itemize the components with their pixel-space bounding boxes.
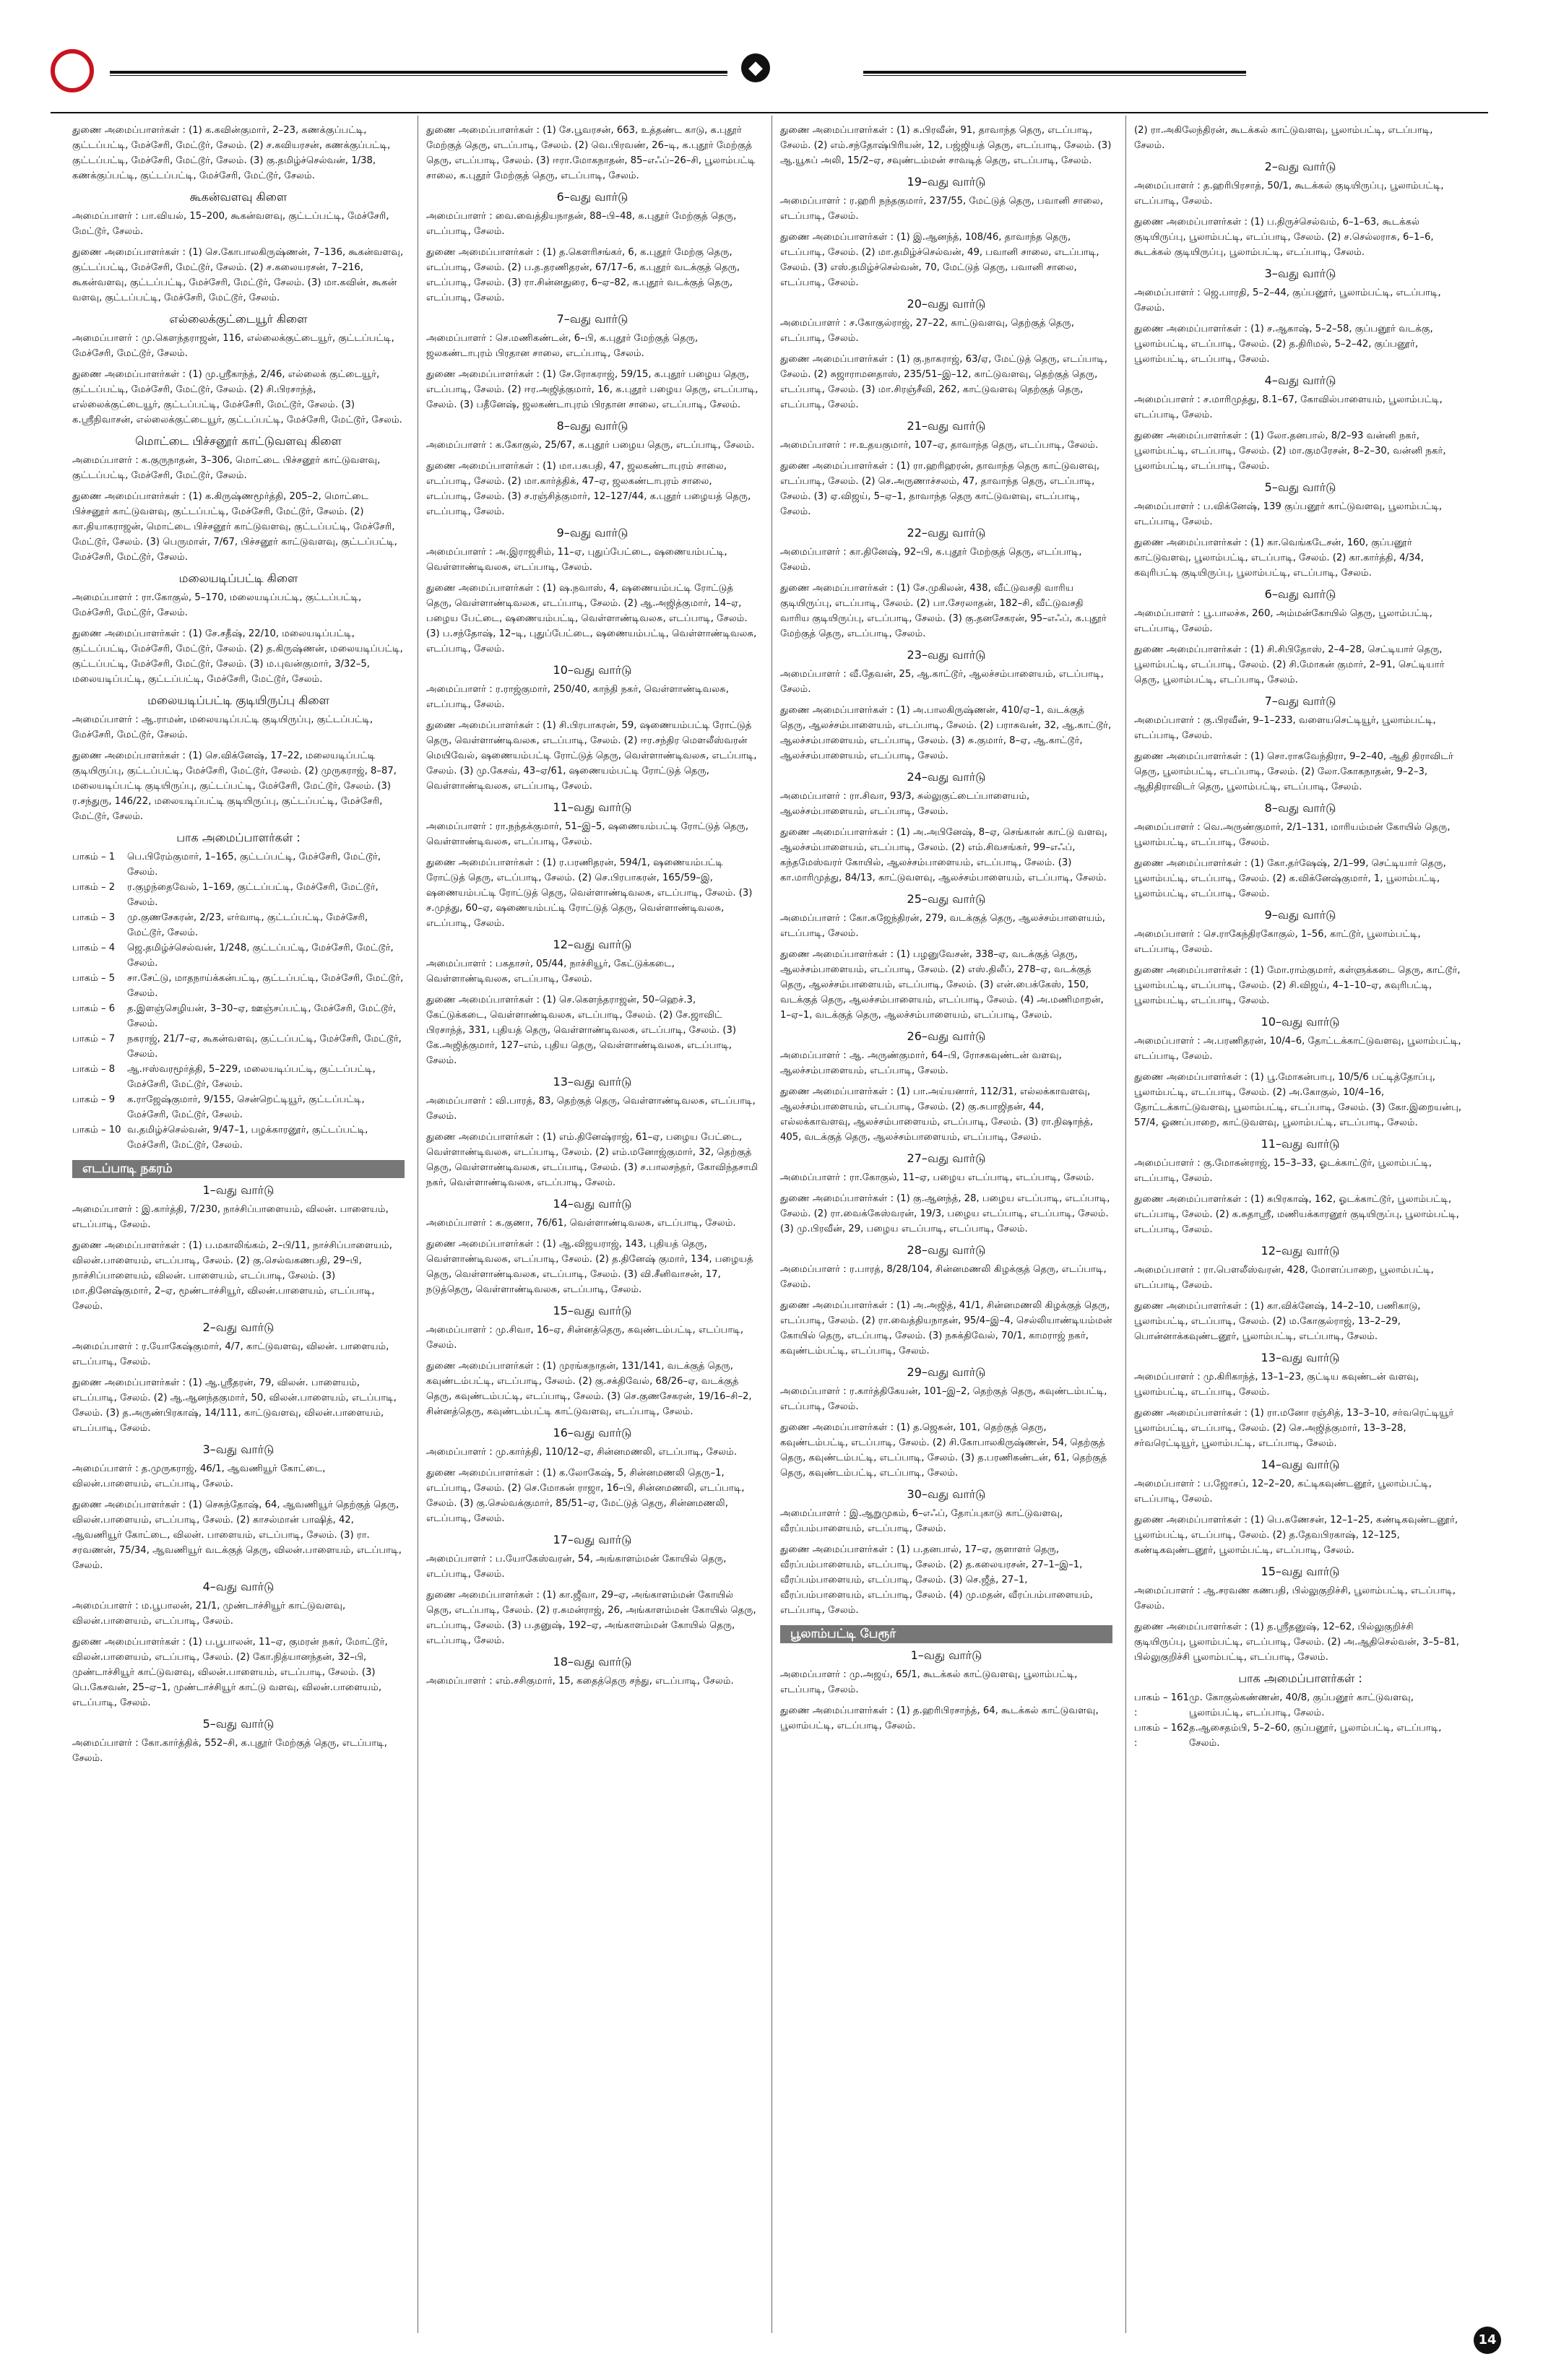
ward-heading: 22–வது வார்டு xyxy=(907,526,986,540)
entry-paragraph: துணை அமைப்பாளர்கள் : (1) அ.அபினேஷ், 8–ஏ, செங்கான் காட்டு வளவு, ஆலச்சம்பாளையம், எடப்பாடி, சேலம். (2) எம்.சிவசங்கர், 99–எஃப், கந்தமேஸ்வரர் கோயில், ஆலச்சம்பாளையம், எடப்பாடி, சேலம். (3) கா.மாரிமுத்து, 84/13, காட்டுவளவு, ஆலச்சம்பாளையம், எடப்பாடி, சேலம். xyxy=(780,827,1107,883)
entry-paragraph: துணை அமைப்பாளர்கள் : (1) பெ.கணேசன், 12–1–25, கண்டிகவுண்டனூர், பூலாம்பட்டி, எடப்பாடி, சேலம். (2) த.தேவபிரகாஷ், 12–125, கண்டிகவுண்டனூர், பூலாம்பட்டி, எடப்பாடி, சேலம். xyxy=(1134,1515,1458,1556)
entry-paragraph: அமைப்பாளர் : பூ.பாலச்சு, 260, அம்மன்கோயில் தெரு, பூலாம்பட்டி, எடப்பாடி, சேலம். xyxy=(1134,608,1432,634)
booth-label: பாகம் – 5 xyxy=(72,973,116,984)
entry-paragraph: துணை அமைப்பாளர்கள் : (1) க.லோகேஷ், 5, சின்னமணலி தெரு–1, எடப்பாடி, சேலம். (2) செ.மோகன் ராஜா, 16–பி, சின்னமணலி, எடப்பாடி, சேலம். (3) கு.செல்வக்குமார், 85/51–ஏ, மேட்டுத் தெரு, சின்னமணலி, எடப்பாடி, சேலம். xyxy=(426,1468,745,1524)
ward-heading: 23–வது வார்டு xyxy=(907,648,986,662)
booth-row xyxy=(72,910,405,940)
ward-heading: 9–வது வார்டு xyxy=(1264,908,1336,922)
ward-heading: 21–வது வார்டு xyxy=(907,419,986,433)
entry-paragraph: அமைப்பாளர் : மு.சிவா, 16–ஏ, சின்னத்தெரு, கவுண்டம்பட்டி, எடப்பாடி, சேலம். xyxy=(426,1325,744,1351)
ward-heading: 4–வது வார்டு xyxy=(202,1580,275,1593)
booth-row xyxy=(72,1092,405,1122)
entry-paragraph: அமைப்பாளர் : ர.கார்த்திகேயன், 101–இ–2, தெற்குத் தெரு, கவுண்டம்பட்டி, எடப்பாடி, சேலம். xyxy=(780,1386,1107,1412)
entry-paragraph: துணை அமைப்பாளர்கள் : (1) சே.சதீஷ், 22/10, மலையடிப்பட்டி, குட்டப்பட்டி, மேச்சேரி, மேட்டூர், சேலம். (2) த.கிருஷ்ணன், மலையடிப்பட்டி, குட்டப்பட்டி, மேச்சேரி, மேட்டூர், சேலம். (3) ம.புவன்குமார், 3/32–5, மலையடிப்பட்டி, குட்டப்பட்டி, மேச்சேரி, மேட்டூர், சேலம். xyxy=(72,628,403,685)
entry-paragraph: அமைப்பாளர் : ப.விக்னேஷ், 139 குப்பனூர் காட்டுவளவு, பூலாம்பட்டி, எடப்பாடி, சேலம். xyxy=(1134,501,1443,527)
entry-paragraph: அமைப்பாளர் : வை.வைத்தியநாதன், 88–பி–48, க.புதூர் மேற்குத் தெரு, எடப்பாடி, சேலம். xyxy=(426,211,737,237)
ward-heading: 17–வது வார்டு xyxy=(553,1533,632,1546)
header-rule-right xyxy=(863,71,1246,76)
entry-paragraph: அமைப்பாளர் : ர.ஹரி நந்தகுமார், 237/55, மேட்டுத் தெரு, பவானி சாலை, எடப்பாடி, சேலம். xyxy=(780,196,1104,222)
column-2 xyxy=(426,123,758,2333)
entry-paragraph: துணை அமைப்பாளர்கள் : (1) ப.பூபாலன், 11–ஏ, குமரன் நகர், மோட்டூர், விலன்.பாளையம், எடப்பாடி, சேலம். (2) கோ.நித்யானந்தன், 32–பி, முண்டாச்சியூர் காட்டுவளவு, விலன்.பாளையம், எடப்பாடி, சேலம். (3) பெ.கேசவன், 25–ஏ–1, முண்டாச்சியூர் காட்டு வளவு, விலன்.பாளையம், எடப்பாடி, சேலம். xyxy=(72,1637,388,1708)
entry-paragraph: அமைப்பாளர் : வெ.அருண்குமார், 2/1–131, மாரியம்மன் கோயில் தெரு, பூலாம்பட்டி, எடப்பாடி, சேலம். xyxy=(1134,822,1451,848)
entry-paragraph: துணை அமைப்பாளர்கள் : (1) கு.ஆனந்த், 28, பழைய எடப்பாடி, எடப்பாடி, சேலம். (2) ரா.வைக்கேஸ்வரன், 19/3, பழைய எடப்பாடி, எடப்பாடி, சேலம். (3) மு.பிரவீன், 29, பழைய எடப்பாடி, எடப்பாடி, சேலம். xyxy=(780,1193,1110,1234)
entry-paragraph: அமைப்பாளர் : அ.இராஜசிம், 11–ஏ, புதுப்பேட்டை, ஷணையம்பட்டி, வெள்ளாண்டிவலசு, எடப்பாடி, சேலம். xyxy=(426,547,727,573)
entry-paragraph: அமைப்பாளர் : மு.கார்த்தி, 110/12–ஏ, சின்னமணலி, எடப்பாடி, சேலம். xyxy=(426,1447,738,1458)
entry-paragraph: துணை அமைப்பாளர்கள் : (1) எம்.தினேஷ்ராஜ், 61–ஏ, பழைய பேட்டை, வெள்ளாண்டிவலசு, எடப்பாடி, சேலம். (2) எம்.மனோஜ்குமார், 32, தெற்குத் தெரு, வெள்ளாண்டிவலசு, எடப்பாடி, சேலம். (3) ச.பாலசந்தர், கோவிந்தசாமி நகர், வெள்ளாண்டிவலசு, எடப்பாடி, சேலம். xyxy=(426,1132,758,1188)
section-band: எடப்பாடி நகரம் xyxy=(72,1160,405,1178)
entry-paragraph: (2) ரா.அகிலேந்திரன், கூடக்கல் காட்டுவளவு, பூலாம்பட்டி, எடப்பாடி, சேலம். xyxy=(1134,125,1433,151)
entry-paragraph: துணை அமைப்பாளர்கள் : (1) பா.அய்யனார், 112/31, எல்லக்காவளவு, ஆலச்சம்பாளையம், எடப்பாடி, சேலம். (2) கு.சுபாஜிதன், 44, எல்லக்காவளவு, ஆலச்சம்பாளையம், எடப்பாடி, சேலம். (3) ரா.நிஷாந்த், 405, வடக்குத் தெரு, ஆலச்சம்பாளையம், எடப்பாடி, சேலம். xyxy=(780,1086,1094,1143)
booth-row xyxy=(72,1031,405,1062)
entry-paragraph: அமைப்பாளர் : கோ.கார்த்திக், 552–சி, க.புதூர் மேற்குத் தெரு, எடப்பாடி, சேலம். xyxy=(72,1738,387,1764)
booth-label: பாகம் – 10 xyxy=(72,1125,121,1135)
entry-paragraph: துணை அமைப்பாளர்கள் : (1) அ.அஜித், 41/1, சின்னமணலி கிழக்குத் தெரு, எடப்பாடி, சேலம். (2) ரா.வைத்தியநாதன், 95/4–இ–4, செல்லியாண்டியம்மன் கோயில் தெரு, எடப்பாடி, சேலம். (3) நசுக்திவேல், 70/1, காமராஜ் நகர், கவுண்டம்பட்டி, எடப்பாடி, சேலம். xyxy=(780,1300,1112,1356)
page-number: 14 xyxy=(1474,2327,1501,2354)
booth-row xyxy=(72,1122,405,1153)
ward-heading: 13–வது வார்டு xyxy=(553,1075,632,1089)
entry-paragraph: துணை அமைப்பாளர்கள் : (1) ரா.மனோ ரஞ்சித், 13–3–10, சர்வரெட்டியூர் பூலாம்பட்டி, எடப்பாடி, சேலம். (2) செ.அஜித்குமார், 13–3–28, சர்வரெட்டியூர், பூலாம்பட்டி, எடப்பாடி, சேலம். xyxy=(1134,1408,1454,1449)
booth-value: மு. கோகுல்கண்ணன், 40/8, குப்பனூர் காட்டுவளவு, பூலாம்பட்டி, எடப்பாடி, சேலம். xyxy=(1189,1692,1414,1718)
ward-heading: 7–வது வார்டு xyxy=(556,312,628,326)
entry-paragraph: அமைப்பாளர் : கு.மோகன்ராஜ், 15–3–33, ஓடக்காட்டூர், பூலாம்பட்டி, எடப்பாடி, சேலம். xyxy=(1134,1158,1432,1184)
ward-heading: 26–வது வார்டு xyxy=(907,1029,986,1043)
entry-paragraph: அமைப்பாளர் : ஜெ.பாரதி, 5–2–44, குப்பனூர், பூலாம்பட்டி, எடப்பாடி, சேலம். xyxy=(1134,287,1441,313)
booth-value: ஆ.ஈஸ்வரமூர்த்தி, 5–229, மலையடிப்பட்டி, குட்டப்பட்டி, மேச்சேரி, மேட்டூர், சேலம். xyxy=(127,1064,376,1090)
ward-heading: மலையடிப்பட்டி குடியிருப்பு கிளை xyxy=(147,693,329,707)
ward-heading: 3–வது வார்டு xyxy=(1264,267,1336,280)
ward-heading: 10–வது வார்டு xyxy=(1261,1015,1340,1029)
booth-row xyxy=(72,940,405,971)
entry-paragraph: அமைப்பாளர் : ம.பூபாலன், 21/1, முண்டாச்சியூர் காட்டுவளவு, விலன்.பாளையம், எடப்பாடி, சேலம். xyxy=(72,1601,346,1627)
entry-paragraph: அமைப்பாளர் : கா.தினேஷ், 92–பி, க.புதூர் மேற்குத் தெரு, எடப்பாடி, சேலம். xyxy=(780,547,1082,573)
entry-paragraph: அமைப்பாளர் : ச.கோகுல்ராஜ், 27–22, காட்டுவளவு, தெற்குத் தெரு, எடப்பாடி, சேலம். xyxy=(780,318,1074,344)
entry-paragraph: அமைப்பாளர் : ப.ஜோசப், 12–2–20, கட்டிகவுண்டனூர், பூலாம்பட்டி, எடப்பாடி, சேலம். xyxy=(1134,1479,1432,1505)
entry-paragraph: துணை அமைப்பாளர்கள் : (1) செ.கௌந்தராஜன், 50–ஹெச்.3, கேட்டுக்கடை, வெள்ளாண்டிவலசு, எடப்பாடி, சேலம். (2) சே.ஜாவிட் பிரசாந்த், 331, புதியத் தெரு, வெள்ளாண்டிவலசு, எடப்பாடி, சேலம். (3) கே.அஜித்குமார், 127–எம், புதிய தெரு, வெள்ளாண்டிவலசு, எடப்பாடி, சேலம். xyxy=(426,995,737,1066)
entry-paragraph: அமைப்பாளர் : க.கோகுல், 25/67, க.புதூர் பழைய தெரு, எடப்பாடி, சேலம். xyxy=(426,440,755,451)
entry-paragraph: துணை அமைப்பாளர்கள் : (1) ப.மகாலிங்கம், 2–பி/11, நாச்சிப்பாளையம், விலன்.பாளையம், எடப்பாடி, சேலம். (2) கு.செல்வகணபதி, 29–பி, நாச்சிப்பாளையம், விலன். பாளையம், எடப்பாடி, சேலம். (3) மா.தினேஷ்குமார், 2–ஏ, மூண்டாச்சியூர், விலன்.பாளையம், எடப்பாடி, சேலம். xyxy=(72,1240,392,1312)
booth-value: க.ராஜேஷ்குமார், 9/155, சென்றெட்டியூர், குட்டப்பட்டி, மேச்சேரி, மேட்டூர், சேலம். xyxy=(127,1094,365,1120)
ward-heading: 2–வது வார்டு xyxy=(1264,160,1336,173)
ward-heading: மொட்டை பிச்சனூர் காட்டுவளவு கிளை xyxy=(135,434,342,448)
entry-paragraph: துணை அமைப்பாளர்கள் : (1) சே.பூவரசன், 663, உத்தண்ட காடு, க.புதூர் மேற்குத் தெரு, எடப்பாடி, சேலம். (2) வெ.பிரவண், 26–டி, க.புதூர் மேற்குத் தெரு, எடப்பாடி, சேலம். (3) ஈரா.மோகநாதன், 85–எஃப்–26–சி, பூலாம்பட்டி சாலை, க.புதூர் மேற்குத் தெரு, எடப்பாடி, சேலம். xyxy=(426,125,756,181)
ward-heading: 15–வது வார்டு xyxy=(553,1304,632,1317)
booth-row xyxy=(1134,1690,1466,1721)
entry-paragraph: துணை அமைப்பாளர்கள் : (1) க.கிருஷ்ணமூர்த்தி, 205–2, மொட்டை பிச்சனூர் காட்டுவளவு, குட்டப்பட்டி, மேச்சேரி, மேட்டூர், சேலம். (2) கா.தியாகராஜன், மொட்டை பிச்சனூர் காட்டுவளவு, குட்டப்பட்டி, மேச்சேரி, மேட்டூர், சேலம். (3) பெருமாள், 7/67, பிச்சனூர் காட்டுவளவு, குட்டப்பட்டி, மேச்சேரி, மேட்டூர், சேலம். xyxy=(72,491,397,563)
ward-heading: 6–வது வார்டு xyxy=(556,190,628,204)
ward-heading: 19–வது வார்டு xyxy=(907,175,986,189)
entry-paragraph: அமைப்பாளர் : ரா.சிவா, 93/3, சுல்லுகுட்டைப்பாளையம், ஆலச்சம்பாளையம், எடப்பாடி, சேலம். xyxy=(780,791,1030,817)
entry-paragraph: துணை அமைப்பாளர்கள் : (1) செ.கோபாலகிருஷ்ணன், 7–136, கூகன்வளவு, குட்டப்பட்டி, மேச்சேரி, மேட்டூர், சேலம். (2) ச.கலையரசன், 7–216, கூகன்வளவு, குட்டப்பட்டி, மேச்சேரி, மேட்டூர், சேலம். (3) மா.கவின், கூகன் வளவு, குட்டப்பட்டி, மேச்சேரி, மேட்டூர், சேலம். xyxy=(72,247,404,303)
entry-paragraph: துணை அமைப்பாளர்கள் : (1) சி.சிபிதோஸ், 2–4–28, செட்டியார் தெரு, பூலாம்பட்டி, எடப்பாடி, சேலம். (2) சி.மோகன் குமார், 2–91, செட்டியார் தெரு, பூலாம்பட்டி, எடப்பாடி, சேலம். xyxy=(1134,644,1445,685)
ward-heading: 11–வது வார்டு xyxy=(553,800,632,814)
entry-paragraph: துணை அமைப்பாளர்கள் : (1) ஆ.ஸ்ரீதரன், 79, விலன். பாளையம், எடப்பாடி, சேலம். (2) ஆ.ஆனந்தகுமார், 50, விலன்.பாளையம், எடப்பாடி, சேலம். (3) த.அருண்பிரகாஷ், 14/111, காட்டுவளவு, விலன்.பாளையம், எடப்பாடி, சேலம். xyxy=(72,1377,397,1434)
ward-heading: 13–வது வார்டு xyxy=(1261,1351,1340,1364)
booth-value: மு.குணசேகரன், 2/23, எர்வாடி, குட்டப்பட்டி, மேச்சேரி, மேட்டூர், சேலம். xyxy=(127,912,368,938)
booth-row xyxy=(72,1001,405,1031)
ward-heading: கூகன்வளவு கிளை xyxy=(189,190,288,204)
entry-paragraph: துணை அமைப்பாளர்கள் : (1) கா.வெங்கடேசன், 160, குப்பனூர் காட்டுவளவு, பூலாம்பட்டி, எடப்பாடி, சேலம். (2) கா.கார்த்தி, 4/34, கவுரிபட்டி குடியிருப்பு, பூலாம்பட்டி, எடப்பாடி, சேலம். xyxy=(1134,537,1424,579)
entry-paragraph: துணை அமைப்பாளர்கள் : (1) ரா.ஹரிஹரன், தாவாந்த தெரு காட்டுவளவு, எடப்பாடி, சேலம். (2) செ.அருணாச்சலம், 47, தாவாந்த தெரு, எடப்பாடி, சேலம். (3) ஏ.விஜய், 5–ஏ–1, தாவாந்த தெரு காட்டுவளவு, எடப்பாடி, சேலம். xyxy=(780,461,1100,517)
booth-row xyxy=(1134,1721,1466,1751)
entry-paragraph: துணை அமைப்பாளர்கள் : (1) ர.பரணிதரன், 594/1, ஷணையம்பட்டி ரோட்டுத் தெரு, எடப்பாடி, சேலம். (2) செ.பிரபாகரன், 165/59–இ, ஷணையம்பட்டி ரோட்டுத் தெரு, வெள்ளாண்டிவலசு, எடப்பாடி, சேலம். (3) ச.முத்து, 60–ஏ, ஷணையம்பட்டி ரோட்டுத் தெரு, வெள்ளாண்டிவலசு, எடப்பாடி, சேலம். xyxy=(426,857,753,929)
entry-paragraph: துணை அமைப்பாளர்கள் : (1) த.ஸ்ரீதனுஷ், 12–62, பில்லுகுறிச்சி குடியிருப்பு, பூலாம்பட்டி, எடப்பாடி, சேலம். (2) அ.ஆதிசெல்வன், 3–5–81, பில்லுகுறிச்சி பூலாம்பட்டி, எடப்பாடி, சேலம். xyxy=(1134,1622,1459,1663)
entry-paragraph: துணை அமைப்பாளர்கள் : (1) பழனுவேசன், 338–ஏ, வடக்குத் தெரு, ஆலச்சம்பாளையம், எடப்பாடி, சேலம். (2) எஸ்.திலீப், 278–ஏ, வடக்குத் தெரு, ஆலச்சம்பாளையம், எடப்பாடி, சேலம். (3) என்.பைக்கேஸ், 150, வடக்குத் தெரு, ஆலச்சம்பாளையம், எடப்பாடி, சேலம். (4) அ.மணிமாறன், 1–ஏ–1, வடக்குத் தெரு, ஆலச்சம்பாளையம், எடப்பாடி, சேலம். xyxy=(780,949,1104,1021)
entry-paragraph: துணை அமைப்பாளர்கள் : (1) மா.பசுபதி, 47, ஜலகண்டாபுரம் சாலை, எடப்பாடி, சேலம். (2) மா.கார்த்திக், 47–ஏ, ஜலகண்டாபுரம் சாலை, எடப்பாடி, சேலம். (3) ச.ரஞ்சித்குமார், 12–127/44, க.புதூர் பழையத் தெரு, எடப்பாடி, சேலம். xyxy=(426,461,751,517)
ward-heading: 10–வது வார்டு xyxy=(553,663,632,677)
entry-paragraph: துணை அமைப்பாளர்கள் : (1) த.ஹரிபிரசாந்த், 64, கூடக்கல் காட்டுவளவு, பூலாம்பட்டி, எடப்பாடி, சேலம். xyxy=(780,1705,1099,1731)
entry-paragraph: துணை அமைப்பாளர்கள் : (1) கோ.தர்ஷேஷ், 2/1–99, செட்டியார் தெரு, பூலாம்பட்டி, எடப்பாடி, சேலம். (2) க.விக்னேஷ்குமார், 1, பூலாம்பட்டி, பூலாம்பட்டி, எடப்பாடி, சேலம். xyxy=(1134,858,1446,899)
entry-paragraph: அமைப்பாளர் : மு.கிரிகாந்த், 13–1–23, குட்டிய கவுண்டன் வளவு, பூலாம்பட்டி, எடப்பாடி, சேலம். xyxy=(1134,1372,1419,1398)
entry-paragraph: துணை அமைப்பாளர்கள் : (1) ஆ.விஜயராஜ், 143, புதியத் தெரு, வெள்ளாண்டிவலசு, எடப்பாடி, சேலம். (2) த.தினேஷ் குமார், 134, பழையத் தெரு, வெள்ளாண்டிவலசு, எடப்பாடி, சேலம். (3) வி.சீனிவாசன், 17, நடுத்தெரு, வெள்ளாண்டிவலசு, எடப்பாடி, சேலம். xyxy=(426,1239,753,1295)
ward-heading: 4–வது வார்டு xyxy=(1264,373,1336,387)
entry-paragraph: அமைப்பாளர் : ஆ. அருண்குமார், 64–பி, ரோசகவுண்டன் வளவு, ஆலச்சம்பாளையம், எடப்பாடி, சேலம். xyxy=(780,1050,1062,1076)
ward-heading: 20–வது வார்டு xyxy=(907,297,986,311)
entry-paragraph: அமைப்பாளர் : வி.பாரத், 83, தெற்குத் தெரு, வெள்ளாண்டிவலசு, எடப்பாடி, சேலம். xyxy=(426,1096,756,1122)
entry-paragraph: துணை அமைப்பாளர்கள் : (1) முரங்கநாதன், 131/141, வடக்குத் தெரு, கவுண்டம்பட்டி, எடப்பாடி, சேலம். (2) கு.சக்திவேல், 68/26–ஏ, வடக்குத் தெரு, கவுண்டம்பட்டி, எடப்பாடி, சேலம். (3) செ.குணசேகரன், 19/16–சி–2, சின்னத்தெரு, கவுண்டம்பட்டி காட்டுவளவு, எடப்பாடி, சேலம். xyxy=(426,1361,752,1417)
column-4 xyxy=(1134,123,1466,2333)
booth-label: பாகம் – 6 xyxy=(72,1003,116,1014)
entry-paragraph: துணை அமைப்பாளர்கள் : (1) செசுந்தோஷ், 64, ஆவணியூர் தெற்குத் தெரு, விலன்.பாளையம், எடப்பாடி, சேலம். (2) காசல்மான் பாஷித், 42, ஆவணியூர் கோட்டை, விலன். பாளையம், எடப்பாடி, சேலம். (3) ரா. சரவணன், 75/34, ஆவணியூர் வடக்குத் தெரு, விலன்.பாளையம், எடப்பாடி, சேலம். xyxy=(72,1500,402,1571)
entry-paragraph: துணை அமைப்பாளர்கள் : (1) இ.ஆனந்த், 108/46, தாவாந்த தெரு, எடப்பாடி, சேலம். (2) மா.தமிழ்ச்செல்வன், 49, பவானி சாலை, எடப்பாடி, சேலம். (3) எஸ்.தமிழ்ச்செல்வன், 70, மேட்டுத் தெரு, பவானி சாலை, எடப்பாடி, சேலம். xyxy=(780,232,1099,288)
ward-heading: 14–வது வார்டு xyxy=(1261,1458,1340,1471)
entry-paragraph: அமைப்பாளர் : எம்.சசிகுமார், 15, கதைத்தெரு சந்து, எடப்பாடி, சேலம். xyxy=(426,1676,734,1687)
entry-paragraph: அமைப்பாளர் : கு.பிரவீன், 9–1–233, வளையசெட்டியூர், பூலாம்பட்டி, எடப்பாடி, சேலம். xyxy=(1134,715,1436,741)
ward-heading: 14–வது வார்டு xyxy=(553,1197,632,1211)
entry-paragraph: அமைப்பாளர் : ச.மாரிமுத்து, 8.1–67, கோவில்பாளையம், பூலாம்பட்டி, எடப்பாடி, சேலம். xyxy=(1134,394,1443,420)
ward-heading: 2–வது வார்டு xyxy=(202,1320,275,1334)
entry-paragraph: அமைப்பாளர் : ஆ.ராமன், மலையடிப்பட்டி குடியிருப்பு, குட்டப்பட்டி, மேச்சேரி, மேட்டூர், சேலம். xyxy=(72,714,373,740)
entry-paragraph: அமைப்பாளர் : ப.யோகேஸ்வரன், 54, அங்காளம்மன் கோயில் தெரு, எடப்பாடி, சேலம். xyxy=(426,1554,727,1580)
ward-heading: 5–வது வார்டு xyxy=(1264,480,1336,494)
ward-heading: 18–வது வார்டு xyxy=(553,1655,632,1669)
entry-paragraph: துணை அமைப்பாளர்கள் : (1) கா.விக்னேஷ், 14–2–10, பணிகாடு, பூலாம்பட்டி, எடப்பாடி, சேலம். (2) ம.கோகுல்ராஜ், 13–2–29, பொன்னாக்கவுண்டனூர், பூலாம்பட்டி, எடப்பாடி, சேலம். xyxy=(1134,1301,1421,1342)
booth-label: பாகம் – 9 xyxy=(72,1094,116,1105)
entry-paragraph: துணை அமைப்பாளர்கள் : (1) மு.ஸ்ரீகாந்த், 2/46, எல்லைக் குட்டையூர், குட்டப்பட்டி, மேச்சேரி, மேட்டூர், சேலம். (2) சி.பிரசாந்த், எல்லைக்குட்டையூர், குட்டப்பட்டி, மேச்சேரி, மேட்டூர், சேலம். (3) க.ஸ்ரீநிவாசன், எல்லைக்குட்டையூர், குட்டப்பட்டி, மேச்சேரி, மேட்டூர், சேலம். xyxy=(72,369,402,425)
ward-heading: 24–வது வார்டு xyxy=(907,770,986,784)
entry-paragraph: துணை அமைப்பாளர்கள் : (1) மோ.ராம்குமார், கள்ளுக்கடை தெரு, காட்டூர், பூலாம்பட்டி, எடப்பாடி, சேலம். (2) சி.விஜய், 4–1–10–ஏ, கவுரிபட்டி, பூலாம்பட்டி, எடப்பாடி, சேலம். xyxy=(1134,965,1461,1006)
ward-heading: 9–வது வார்டு xyxy=(556,526,628,540)
ward-heading: 8–வது வார்டு xyxy=(556,419,628,433)
booth-value: சா.சேட்டு, மாதநாய்க்கன்பட்டி, குட்டப்பட்டி, மேச்சேரி, மேட்டூர், சேலம். xyxy=(127,973,404,999)
column-1 xyxy=(72,123,405,2333)
entry-paragraph: அமைப்பாளர் : ரா.கோகுல், 5–170, மலையடிப்பட்டி, குட்டப்பட்டி, மேச்சேரி, மேட்டூர், சேலம். xyxy=(72,592,362,618)
entry-paragraph: துணை அமைப்பாளர்கள் : (1) சே.ரோகராஜ், 59/15, க.புதூர் பழைய தெரு, எடப்பாடி, சேலம். (2) ஈர.அஜித்குமார், 16, க.புதூர் பழைய தெரு, எடப்பாடி, சேலம். (3) பதீனேஷ், ஜலகண்டாபுரம் பிரதான சாலை, எடப்பாடி, சேலம். xyxy=(426,369,758,410)
ward-heading: பாக அமைப்பாளர்கள் : xyxy=(176,831,301,844)
ward-heading: 1–வது வார்டு xyxy=(910,1648,982,1662)
booth-row xyxy=(72,849,405,880)
entry-paragraph: அமைப்பாளர் : செ.மணிகண்டன், 6–பி, க.புதூர் மேற்குத் தெரு, ஜலகண்டாபுரம் பிரதான சாலை, எடப்பாடி, சேலம். xyxy=(426,333,699,359)
booth-label: பாகம் – 3 xyxy=(72,912,116,923)
booth-label: பாகம் – 4 xyxy=(72,943,116,953)
entry-paragraph: அமைப்பாளர் : கோ.சுஜேந்திரன், 279, வடக்குத் தெரு, ஆலச்சம்பாளையம், எடப்பாடி, சேலம். xyxy=(780,913,1105,939)
booth-label: பாகம் – 2 xyxy=(72,882,116,893)
ward-heading: 1–வது வார்டு xyxy=(202,1183,275,1197)
entry-paragraph: அமைப்பாளர் : த.ஹரிபிரசாத், 50/1, கூடக்கல் குடியிருப்பு, பூலாம்பட்டி, எடப்பாடி, சேலம். xyxy=(1134,181,1444,207)
section-band: பூலாம்பட்டி பேரூர் xyxy=(780,1625,1112,1643)
booth-label: பாகம் – 162 : xyxy=(1134,1723,1189,1749)
ward-heading: மலையடிப்பட்டி கிளை xyxy=(178,571,298,585)
ward-heading: 30–வது வார்டு xyxy=(907,1487,986,1501)
entry-paragraph: அமைப்பாளர் : க.குணா, 76/61, வெள்ளாண்டிவலசு, எடப்பாடி, சேலம். xyxy=(426,1218,736,1229)
page-header xyxy=(51,49,1250,97)
ward-heading: 15–வது வார்டு xyxy=(1261,1565,1340,1578)
emblem-icon: ◆ xyxy=(741,53,770,82)
booth-value: நகராஜ், 21/7–ஏ, கூகன்வளவு, குட்டப்பட்டி, மேச்சேரி, மேட்டூர், சேலம். xyxy=(127,1034,402,1060)
entry-paragraph: துணை அமைப்பாளர்கள் : (1) ப.திருச்செல்வம், 6–1–63, கூடக்கல் குடியிருப்பு, பூலாம்பட்டி, எடப்பாடி, சேலம். (2) ச.செல்லராசு, 6–1–6, கூடக்கல் குடியிருப்பு, பூலாம்பட்டி, எடப்பாடி, சேலம். xyxy=(1134,217,1434,258)
entry-paragraph: அமைப்பாளர் : ரா.கோகுல், 11–ஏ, பழைய எடப்பாடி, எடப்பாடி, சேலம். xyxy=(780,1172,1094,1183)
entry-paragraph: துணை அமைப்பாளர்கள் : (1) பூ.மோகன்பாபு, 10/5/6 பட்டித்தோப்பு, பூலாம்பட்டி, எடப்பாடி, சேலம். (2) அ.கோகுல், 10/4–16, தோட்டக்காட்டுவளவு, பூலாம்பட்டி, எடப்பாடி, சேலம். (3) கோ.இறையன்பு, 57/4, ஓணப்பாறை, காட்டுவளவு, பூலாம்பட்டி, எடப்பாடி, சேலம். xyxy=(1134,1072,1462,1128)
entry-paragraph: அமைப்பாளர் : த.முருகராஜ், 46/1, ஆவணியூர் கோட்டை, விலன்.பாளையம், எடப்பாடி, சேலம். xyxy=(72,1463,326,1489)
entry-paragraph: துணை அமைப்பாளர்கள் : (1) ச.ஆகாஷ், 5–2–58, குப்பனூர் வடக்கு, பூலாம்பட்டி, எடப்பாடி, சேலம். (2) த.திரிமல், 5–2–42, குப்பனூர், பூலாம்பட்டி, எடப்பாடி, சேலம். xyxy=(1134,324,1433,365)
entry-paragraph: அமைப்பாளர் : மு.கௌந்தராஜன், 116, எல்லைக்குட்டையூர், குட்டப்பட்டி, மேச்சேரி, மேட்டூர், சேலம். xyxy=(72,333,394,359)
entry-paragraph: துணை அமைப்பாளர்கள் : (1) சொ.ராகவேந்திரா, 9–2–40, ஆதி திராவிடர் தெரு, பூலாம்பட்டி, எடப்பாடி, சேலம். (2) லோ.கோகநாதன், 9–2–3, ஆதிதிராவிடர் தெரு, பூலாம்பட்டி, எடப்பாடி, சேலம். xyxy=(1134,751,1453,792)
entry-paragraph: அமைப்பாளர் : அ.பரணிதரன், 10/4–6, தோட்டக்காட்டுவளவு, பூலாம்பட்டி, எடப்பாடி, சேலம். xyxy=(1134,1036,1461,1062)
ward-heading: 7–வது வார்டு xyxy=(1264,694,1336,708)
booth-value: வ.தமிழ்ச்செல்வன், 9/47–1, பழக்காரனூர், குட்டப்பட்டி, மேச்சேரி, மேட்டூர், சேலம். xyxy=(127,1125,368,1151)
booth-value: ர.குழந்தைவேல், 1–169, குட்டப்பட்டி, மேச்சேரி, மேட்டூர், சேலம். xyxy=(127,882,379,908)
ward-heading: 12–வது வார்டு xyxy=(1261,1244,1340,1258)
entry-paragraph: துணை அமைப்பாளர்கள் : (1) கா.ஜீவா, 29–ஏ, அங்காளம்மன் கோயில் தெரு, எடப்பாடி, சேலம். (2) ர.சுமன்ராஜ், 26, அங்காளம்மன் கோயில் தெரு, எடப்பாடி, சேலம். (3) ப.தனுஷ், 192–ஏ, அங்காளம்மன் கோயில் தெரு, எடப்பாடி, சேலம். xyxy=(426,1590,756,1646)
entry-paragraph: துணை அமைப்பாளர்கள் : (1) செ.விக்னேஷ், 17–22, மலையடிப்பட்டி குடியிருப்பு, குட்டப்பட்டி, மேச்சேரி, மேட்டூர், சேலம். (2) முருகராஜ், 8–87, மலையடிப்பட்டி குடியிருப்பு, குட்டப்பட்டி, மேச்சேரி, மேட்டூர், சேலம். (3) ர.சந்துரு, 146/22, மலையடிப்பட்டி குடியிருப்பு, குட்டப்பட்டி, மேச்சேரி, மேட்டூர், சேலம். xyxy=(72,750,397,822)
booth-value: த.ஆசைதம்பி, 5–2–60, குப்பனூர், பூலாம்பட்டி, எடப்பாடி, சேலம். xyxy=(1189,1723,1442,1749)
ward-heading: 8–வது வார்டு xyxy=(1264,801,1336,815)
booth-row xyxy=(72,1062,405,1092)
entry-paragraph: அமைப்பாளர் : ரா.நந்தக்குமார், 51–இ–5, ஷணையம்பட்டி ரோட்டுத் தெரு, வெள்ளாண்டிவலசு, எடப்பாடி, சேலம். xyxy=(426,821,749,847)
ward-heading: 27–வது வார்டு xyxy=(907,1151,986,1165)
ward-heading: எல்லைக்குட்டையூர் கிளை xyxy=(169,312,308,326)
booth-label: பாகம் – 7 xyxy=(72,1034,116,1044)
booth-label: பாகம் – 161 : xyxy=(1134,1692,1189,1718)
entry-paragraph: அமைப்பாளர் : ர.ராஜ்குமார், 250/40, காந்தி நகர், வெள்ளாண்டிவலசு, எடப்பாடி, சேலம். xyxy=(426,684,729,710)
entry-paragraph: அமைப்பாளர் : வீ.தேவன், 25, ஆ.காட்டூர், ஆலச்சம்பாளையம், எடப்பாடி, சேலம். xyxy=(780,669,1104,695)
booth-label: பாகம் – 1 xyxy=(72,852,116,862)
column-divider xyxy=(1125,116,1126,2333)
ward-heading: 28–வது வார்டு xyxy=(907,1243,986,1257)
booth-value: பெ.பிரேம்குமார், 1–165, குட்டப்பட்டி, மேச்சேரி, மேட்டூர், சேலம். xyxy=(127,852,381,878)
booth-row xyxy=(72,971,405,1001)
entry-paragraph: அமைப்பாளர் : இ.கார்த்தி, 7/230, நாச்சிப்பாளையம், விலன். பாளையம், எடப்பாடி, சேலம். xyxy=(72,1204,389,1230)
entry-paragraph: துணை அமைப்பாளர்கள் : (1) அ.பாலகிருஷ்ணன், 410/ஏ–1, வடக்குத் தெரு, ஆலச்சம்பாளையம், எடப்பாடி, சேலம். (2) பராசுவன், 32, ஆ.காட்டூர், ஆலச்சம்பாளையம், எடப்பாடி, சேலம். (3) சு.குமார், 8–ஏ, ஆ.காட்டூர், ஆலச்சம்பாளையம், எடப்பாடி, சேலம். xyxy=(780,705,1112,761)
booth-row xyxy=(72,880,405,910)
entry-paragraph: துணை அமைப்பாளர்கள் : (1) சு.பிரவீன், 91, தாவாந்த தெரு, எடப்பாடி, சேலம். (2) எம்.சந்தோஷ்பிரியன், 12, பஜ்ஜியத் தெரு, எடப்பாடி, சேலம். (3) ஆ.யூசுப் அலி, 15/2–ஏ, சவுண்டம்மன் சாவடித் தெரு, எடப்பாடி, சேலம். xyxy=(780,125,1112,166)
ward-heading: 6–வது வார்டு xyxy=(1264,587,1336,601)
entry-paragraph: அமைப்பாளர் : இ.ஆறுமுகம், 6–எஃப், தோப்புகாடு காட்டுவளவு, வீரப்பம்பாளையம், எடப்பாடி, சேலம். xyxy=(780,1508,1063,1534)
entry-paragraph: அமைப்பாளர் : மு.அஜய், 65/1, கூடக்கல் காட்டுவளவு, பூலாம்பட்டி, எடப்பாடி, சேலம். xyxy=(780,1669,1078,1695)
entry-paragraph: துணை அமைப்பாளர்கள் : (1) சி.பிரபாகரன், 59, ஷணையம்பட்டி ரோட்டுத் தெரு, வெள்ளாண்டிவலசு, எடப்பாடி, சேலம். (2) ஈர.சந்திர மௌலீஸ்வரன் மெயிவேல், ஷணையம்பட்டி ரோட்டுத் தெரு, வெள்ளாண்டிவலசு, எடப்பாடி, சேலம். (3) மு.கேசவ், 43–ஏ/61, ஷணையம்பட்டி ரோட்டுத் தெரு, வெள்ளாண்டிவலசு, எடப்பாடி, சேலம். xyxy=(426,720,757,792)
booth-value: த.இளஞ்செழியன், 3–30–ஏ, ஊஞ்சப்பட்டி, மேச்சேரி, மேட்டூர், சேலம். xyxy=(127,1003,397,1029)
ward-heading: 3–வது வார்டு xyxy=(202,1442,275,1456)
header-rule-left xyxy=(110,71,727,76)
entry-paragraph: துணை அமைப்பாளர்கள் : (1) ப.தனபால், 17–ஏ, குளாளர் தெரு, வீரப்பம்பாளையம், எடப்பாடி, சேலம். (2) த.கலையரசன், 27–1–இ–1, வீரப்பம்பாளையம், எடப்பாடி, சேலம். (3) செ.ஜீத், 27–1, வீரப்பம்பாளையம், எடப்பாடி, சேலம். (4) மு.மதன், வீரப்பம்பாளையம், எடப்பாடி, சேலம். xyxy=(780,1544,1093,1616)
entry-paragraph: அமைப்பாளர் : ஆ.சரவண கணபதி, பில்லுகுறிச்சி, பூலாம்பட்டி, எடப்பாடி, சேலம். xyxy=(1134,1585,1456,1611)
ward-heading: 25–வது வார்டு xyxy=(907,892,986,906)
booth-label: பாகம் – 8 xyxy=(72,1064,116,1075)
entry-paragraph: அமைப்பாளர் : ர.யோகேஷ்குமார், 4/7, காட்டுவளவு, விலன். பாளையம், எடப்பாடி, சேலம். xyxy=(72,1341,389,1367)
entry-paragraph: அமைப்பாளர் : பகதாசர், 05/44, நாச்சியூர், கேட்டுக்கடை, வெள்ளாண்டிவலசு, எடப்பாடி, சேலம். xyxy=(426,959,675,985)
entry-paragraph: துணை அமைப்பாளர்கள் : (1) த.கௌரிசங்கர், 6, க.புதூர் மேற்கு தெரு, எடப்பாடி, சேலம். (2) ப.த.தரணிதரன், 67/17–6, க.புதூர் வடக்குத் தெரு, எடப்பாடி, சேலம். (3) ரா.சின்னதுரை, 6–ஏ–82, க.புதூர் வடக்குத் தெரு, எடப்பாடி, சேலம். xyxy=(426,247,740,303)
entry-paragraph: துணை அமைப்பாளர்கள் : (1) க.கவின்குமார், 2–23, கணக்குப்பட்டி, குட்டப்பட்டி, மேச்சேரி, மேட்டூர், சேலம். (2) ச.கவியரசன், கணக்குப்பட்டி, குட்டப்பட்டி, மேச்சேரி, மேட்டூர், சேலம். (3) கு.தமிழ்ச்செல்வன், 1/38, கணக்குப்பட்டி, குட்டப்பட்டி, மேச்சேரி, மேட்டூர், சேலம். xyxy=(72,125,391,181)
entry-paragraph: துணை அமைப்பாளர்கள் : (1) சே.முகிலன், 438, வீட்டுவசதி வாரிய குடியிருப்பு, எடப்பாடி, சேலம். (2) பா.சேரலாதன், 182–சி, வீட்டுவசதி வாரிய குடியிருப்பு, எடப்பாடி, சேலம். (3) கு.தனசேகரன், 95–எஃப், க.புதூர் மேற்குத் தெரு, எடப்பாடி, சேலம். xyxy=(780,583,1107,639)
red-circle-icon xyxy=(51,49,94,92)
entry-paragraph: துணை அமைப்பாளர்கள் : (1) லோ.தனபால், 8/2–93 வன்னி நகர், பூலாம்பட்டி, எடப்பாடி, சேலம். (2) மா.குமரேசன், 8–2–30, வன்னி நகர், பூலாம்பட்டி, எடப்பாடி, சேலம். xyxy=(1134,430,1446,472)
entry-paragraph: அமைப்பாளர் : பா.வியல், 15–200, கூகன்வளவு, குட்டப்பட்டி, மேச்சேரி, மேட்டூர், சேலம். xyxy=(72,211,389,237)
entry-paragraph: துணை அமைப்பாளர்கள் : (1) சுபிரகாஷ், 162, ஓடக்காட்டூர், பூலாம்பட்டி, எடப்பாடி, சேலம். (2) க.சுதாஸ்ரீ, மணியக்காரனூர் குடியிருப்பு, பூலாம்பட்டி, எடப்பாடி, சேலம். xyxy=(1134,1194,1459,1235)
entry-paragraph: அமைப்பாளர் : செ.ராகேந்திரகோகுல், 1–56, காட்டூர், பூலாம்பட்டி, எடப்பாடி, சேலம். xyxy=(1134,929,1421,955)
entry-paragraph: துணை அமைப்பாளர்கள் : (1) த.ஜெகன், 101, தெற்குத் தெரு, கவுண்டம்பட்டி, எடப்பாடி, சேலம். (2) சி.கோபாலகிருஷ்ணன், 54, தெற்குத் தெரு, கவுண்டம்பட்டி, எடப்பாடி, சேலம். (3) த.பரணிகண்டன், 61, தெற்குத் தெரு, கவுண்டம்பட்டி, எடப்பாடி, சேலம். xyxy=(780,1422,1107,1479)
ward-heading: பாக அமைப்பாளர்கள் : xyxy=(1238,1671,1362,1685)
ward-heading: 16–வது வார்டு xyxy=(553,1426,632,1440)
entry-paragraph: அமைப்பாளர் : ரா.பௌலீஸ்வரன், 428, மோளப்பாறை, பூலாம்பட்டி, எடப்பாடி, சேலம். xyxy=(1134,1265,1434,1291)
ward-heading: 5–வது வார்டு xyxy=(202,1717,275,1731)
entry-paragraph: துணை அமைப்பாளர்கள் : (1) ஷ.நவாஸ், 4, ஷணையம்பட்டி ரோட்டுத் தெரு, வெள்ளாண்டிவலசு, எடப்பாடி, சேலம். (2) ஆ.அஜித்குமார், 14–ஏ, பழைய பேட்டை, ஷணையம்பட்டி, வெள்ளாண்டிவலசு, எடப்பாடி, சேலம். (3) ப.சந்தோஷ், 12–டி, புதுப்பேட்டை, ஷணையம்பட்டி, வெள்ளாண்டிவலசு, எடப்பாடி, சேலம். xyxy=(426,583,757,654)
entry-paragraph: அமைப்பாளர் : க.குருநாதன், 3–306, மொட்டை பிச்சனூர் காட்டுவளவு, குட்டப்பட்டி, மேச்சேரி, மேட்டூர், சேலம். xyxy=(72,455,381,481)
entry-paragraph: துணை அமைப்பாளர்கள் : (1) கு.நாகராஜ், 63/ஏ, மேட்டுத் தெரு, எடப்பாடி, சேலம். (2) சுஜாராமனதாஸ், 235/51–இ–12, காட்டுவளவு, தெற்குத் தெரு, எடப்பாடி, சேலம். (3) மா.சிரஞ்சீவி, 262, காட்டுவளவு தெற்குத் தெரு, எடப்பாடி, சேலம். xyxy=(780,354,1108,410)
entry-paragraph: அமைப்பாளர் : ஈ.உதயகுமார், 107–ஏ, தாவாந்த தெரு, எடப்பாடி, சேலம். xyxy=(780,440,1099,451)
ward-heading: 12–வது வார்டு xyxy=(553,938,632,951)
booth-value: ஜெ.தமிழ்ச்செல்வன், 1/248, குட்டப்பட்டி, மேச்சேரி, மேட்டூர், சேலம். xyxy=(127,943,394,969)
column-3 xyxy=(780,123,1112,2333)
ward-heading: 29–வது வார்டு xyxy=(907,1365,986,1379)
entry-paragraph: அமைப்பாளர் : ர.பாரத், 8/28/104, சின்னமணலி கிழக்குத் தெரு, எடப்பாடி, சேலம். xyxy=(780,1264,1107,1290)
ward-heading: 11–வது வார்டு xyxy=(1261,1137,1340,1151)
